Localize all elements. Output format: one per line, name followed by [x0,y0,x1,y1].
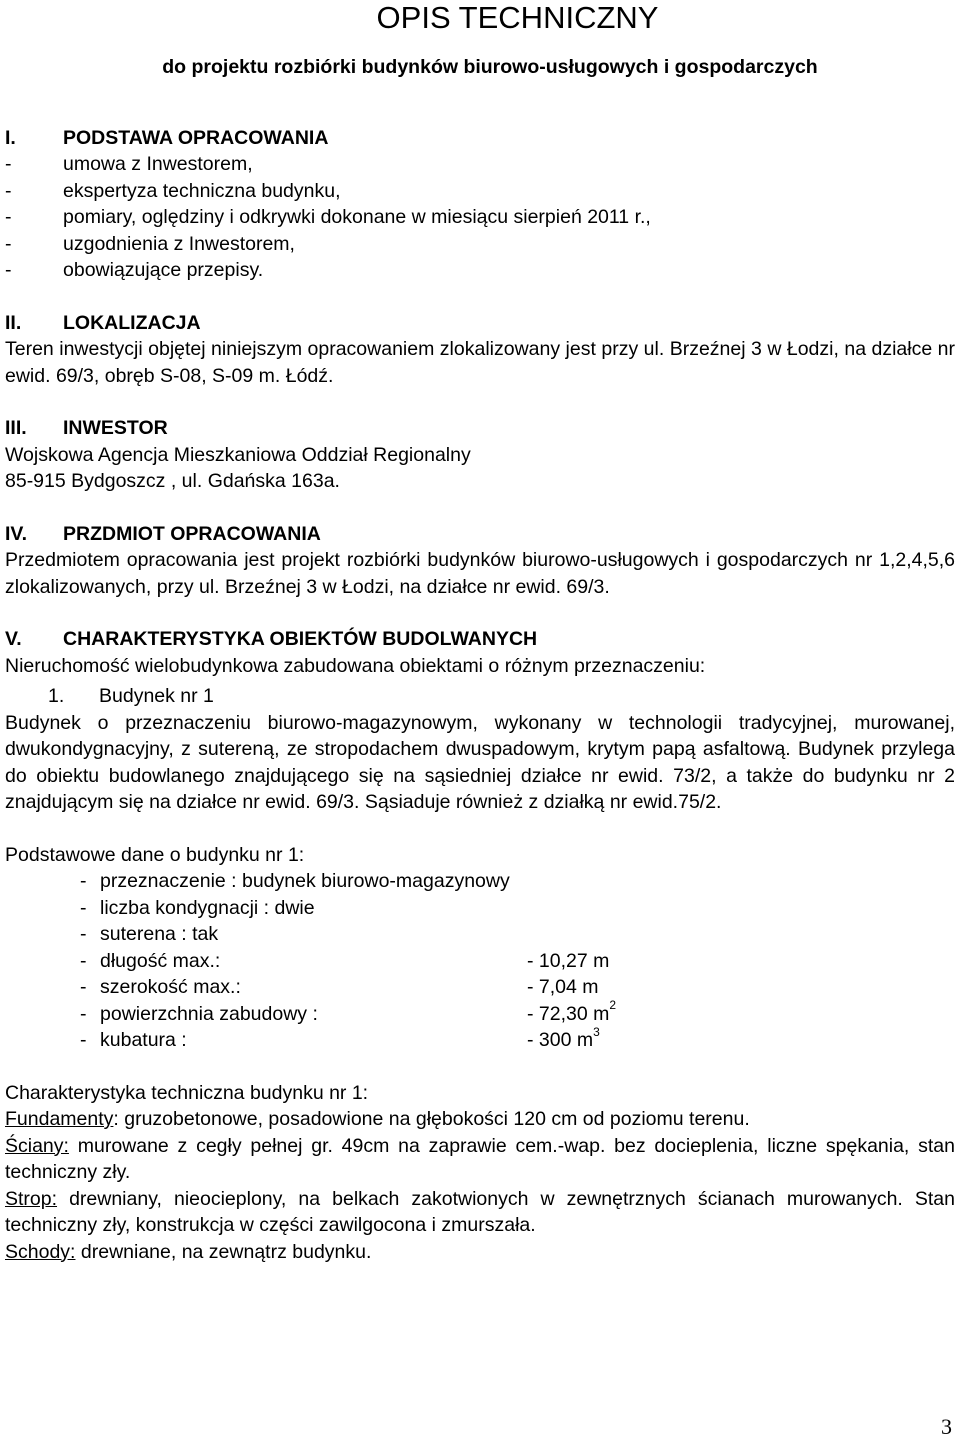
section-title: PRZDMIOT OPRACOWANIA [63,522,321,545]
section-title: LOKALIZACJA [63,311,201,334]
list-item: - umowa z Inwestorem, [5,153,253,175]
section-3-heading [5,415,955,442]
char-sciany: Ściany: murowane z cegły pełnej gr. 49cm na zaprawie cem.-wap. bez docieplenia, liczne spękania, stan techniczny zły. [5,1134,955,1183]
document-page [5,0,955,1265]
param-row: - kubatura : - 300 $m^3$ [80,1024,600,1051]
params-title: Podstawowe dane o budynku nr 1: [5,843,305,866]
section-number: II. [5,311,22,334]
section-title: CHARAKTERYSTYKA OBIEKTÓW BUDOLWANYCH [63,628,538,650]
param-row: - szerokość max.: - 7,04 m [80,976,599,998]
char-fundamenty: Fundamenty: gruzobetonowe, posadowione na głębokości 120 cm od poziomu terenu. [5,1108,750,1130]
list-item: - uzgodnienia z Inwestorem, [5,232,295,255]
section-number: III. [5,417,27,439]
page-number: 3 [941,1413,952,1439]
section-4-heading [5,521,955,548]
list-item: - obowiązujące przepisy. [5,259,264,281]
section-number: V. [5,628,22,650]
param-row: - długość max.: - 10,27 m [80,949,610,972]
params-list [80,868,955,1054]
item-number: 1. [48,685,65,707]
section-2-text: Teren inwestycji objętej niniejszym opracowaniem zlokalizowany jest przy ul. Brzeźnej 3 w Łodzi, na działce nr ewid. 69/3, obręb S-08, S-09 m. Łódź. [5,338,955,387]
char-strop: Strop: drewniany, nieocieplony, na belkach zakotwionych w zewnętrznych ścianach murowanych. Stan techniczny zły, konstrukcja w części zawilgocona i zmurszała. [5,1187,955,1236]
param-row: - suterena : tak [80,923,219,945]
building-1-heading [48,683,955,710]
section-number: I. [5,126,16,149]
document-subtitle: do projektu rozbiórki budynków biurowo-usługowych i gospodarczych [162,56,818,78]
param-row: - liczba kondygnacji : dwie [80,896,315,919]
section-2-heading [5,310,955,337]
investor-name: Wojskowa Agencja Mieszkaniowa Oddział Regionalny [5,443,471,466]
section-4-text: Przedmiotem opracowania jest projekt rozbiórki budynków biurowo-usługowych i gospodarczych nr 1,2,4,5,6 zlokalizowanych, przy ul. Brzeźnej 3 w Łodzi, na działce nr ewid. 69/3. [5,549,955,598]
building-1-description: Budynek o przeznaczeniu biurowo-magazynowym, wykonany w technologii tradycyjnej, murowanej, dwukondygnacyjny, z sutereną, ze stropodachem dwuspadowym, krytym papą asfaltową. Budynek przylega do obiektu budowlanego znajdującego się na sąsiedniej działce nr ewid. 73/2, a także do budynku nr 2 znajdującym się na działce nr ewid. 69/3. Sąsiaduje również z działką nr ewid.75/2. [5,711,955,813]
list-item: - pomiary, oględziny i odkrywki dokonane w miesiącu sierpień 2011 r., [5,206,651,228]
section-title: PODSTAWA OPRACOWANIA [63,126,329,149]
char-schody: Schody: drewniane, na zewnątrz budynku. [5,1240,372,1263]
investor-address: 85-915 Bydgoszcz , ul. Gdańska 163a. [5,470,340,492]
section-5-intro: Nieruchomość wielobudynkowa zabudowana obiektami o różnym przeznaczeniu: [5,654,706,677]
char-title: Charakterystyka techniczna budynku nr 1: [5,1081,369,1104]
section-number: IV. [5,522,28,545]
section-title: INWESTOR [63,417,168,439]
section-1-heading [5,125,955,152]
document-title: OPIS TECHNICZNY [376,0,659,35]
section-1-list [5,151,955,284]
section-5-heading [5,626,955,653]
param-row: - przeznaczenie : budynek biurowo-magazynowy [80,870,510,892]
param-row: - powierzchnia zabudowy : - 72,30 $m^2$ [80,998,617,1025]
item-label: Budynek nr 1 [99,685,214,707]
list-item: - ekspertyza techniczna budynku, [5,179,341,202]
